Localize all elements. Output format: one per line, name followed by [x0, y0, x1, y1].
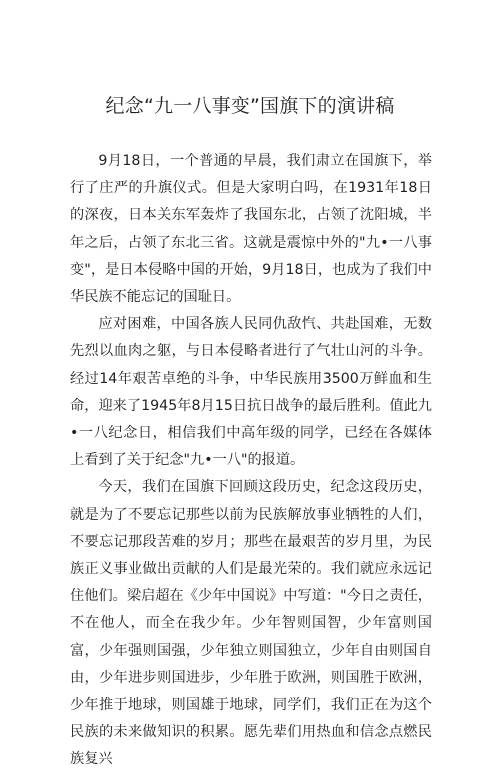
document-body	[70, 148, 432, 774]
paragraph-2: 应对困难，中国各族人民同仇敌忾、共赴国难，无数先烈以血肉之躯，与日本侵略者进行了气壮山河的斗争。经过14年艰苦卓绝的斗争，中华民族用3500万鲜血和生命，迎来了1945年8月15日抗日战争的最后胜利。值此九•一八纪念日，相信我们中高年级的同学，已经在各媒体上看到了关于纪念"九•一八"的报道。	[70, 316, 432, 469]
document-title: 纪念“九一八事变”国旗下的演讲稿	[105, 95, 395, 117]
paragraph-1: 9月18日，一个普通的早晨，我们肃立在国旗下，举行了庄严的升旗仪式。但是大家明白吗，在1931年18日的深夜，日本关东军轰炸了我国东北，占领了沈阳城，半年之后，占领了东北三省。这就是震惊中外的"九•一八事变"，是日本侵略中国的开始，9月18日，也成为了我们中华民族不能忘记的国耻日。	[70, 153, 432, 306]
paragraph-3: 今天，我们在国旗下回顾这段历史，纪念这段历史，就是为了不要忘记那些以前为民族解放事业牺牲的人们，不要忘记那段苦难的岁月；那些在最艰苦的岁月里，为民族正义事业做出贡献的人们是最光荣的。我们就应永远记住他们。梁启超在《少年中国说》中写道："今日之责任，不在他人，而全在我少年。少年智则国智，少年富则国富，少年强则国强，少年独立则国独立，少年自由则国自由，少年进步则国进步，少年胜于欧洲，则国胜于欧洲，少年推于地球，则国雄于地球，同学们，我们正在为这个民族的未来做知识的积累。愿先辈们用热血和信念点燃民族复兴	[70, 479, 432, 768]
